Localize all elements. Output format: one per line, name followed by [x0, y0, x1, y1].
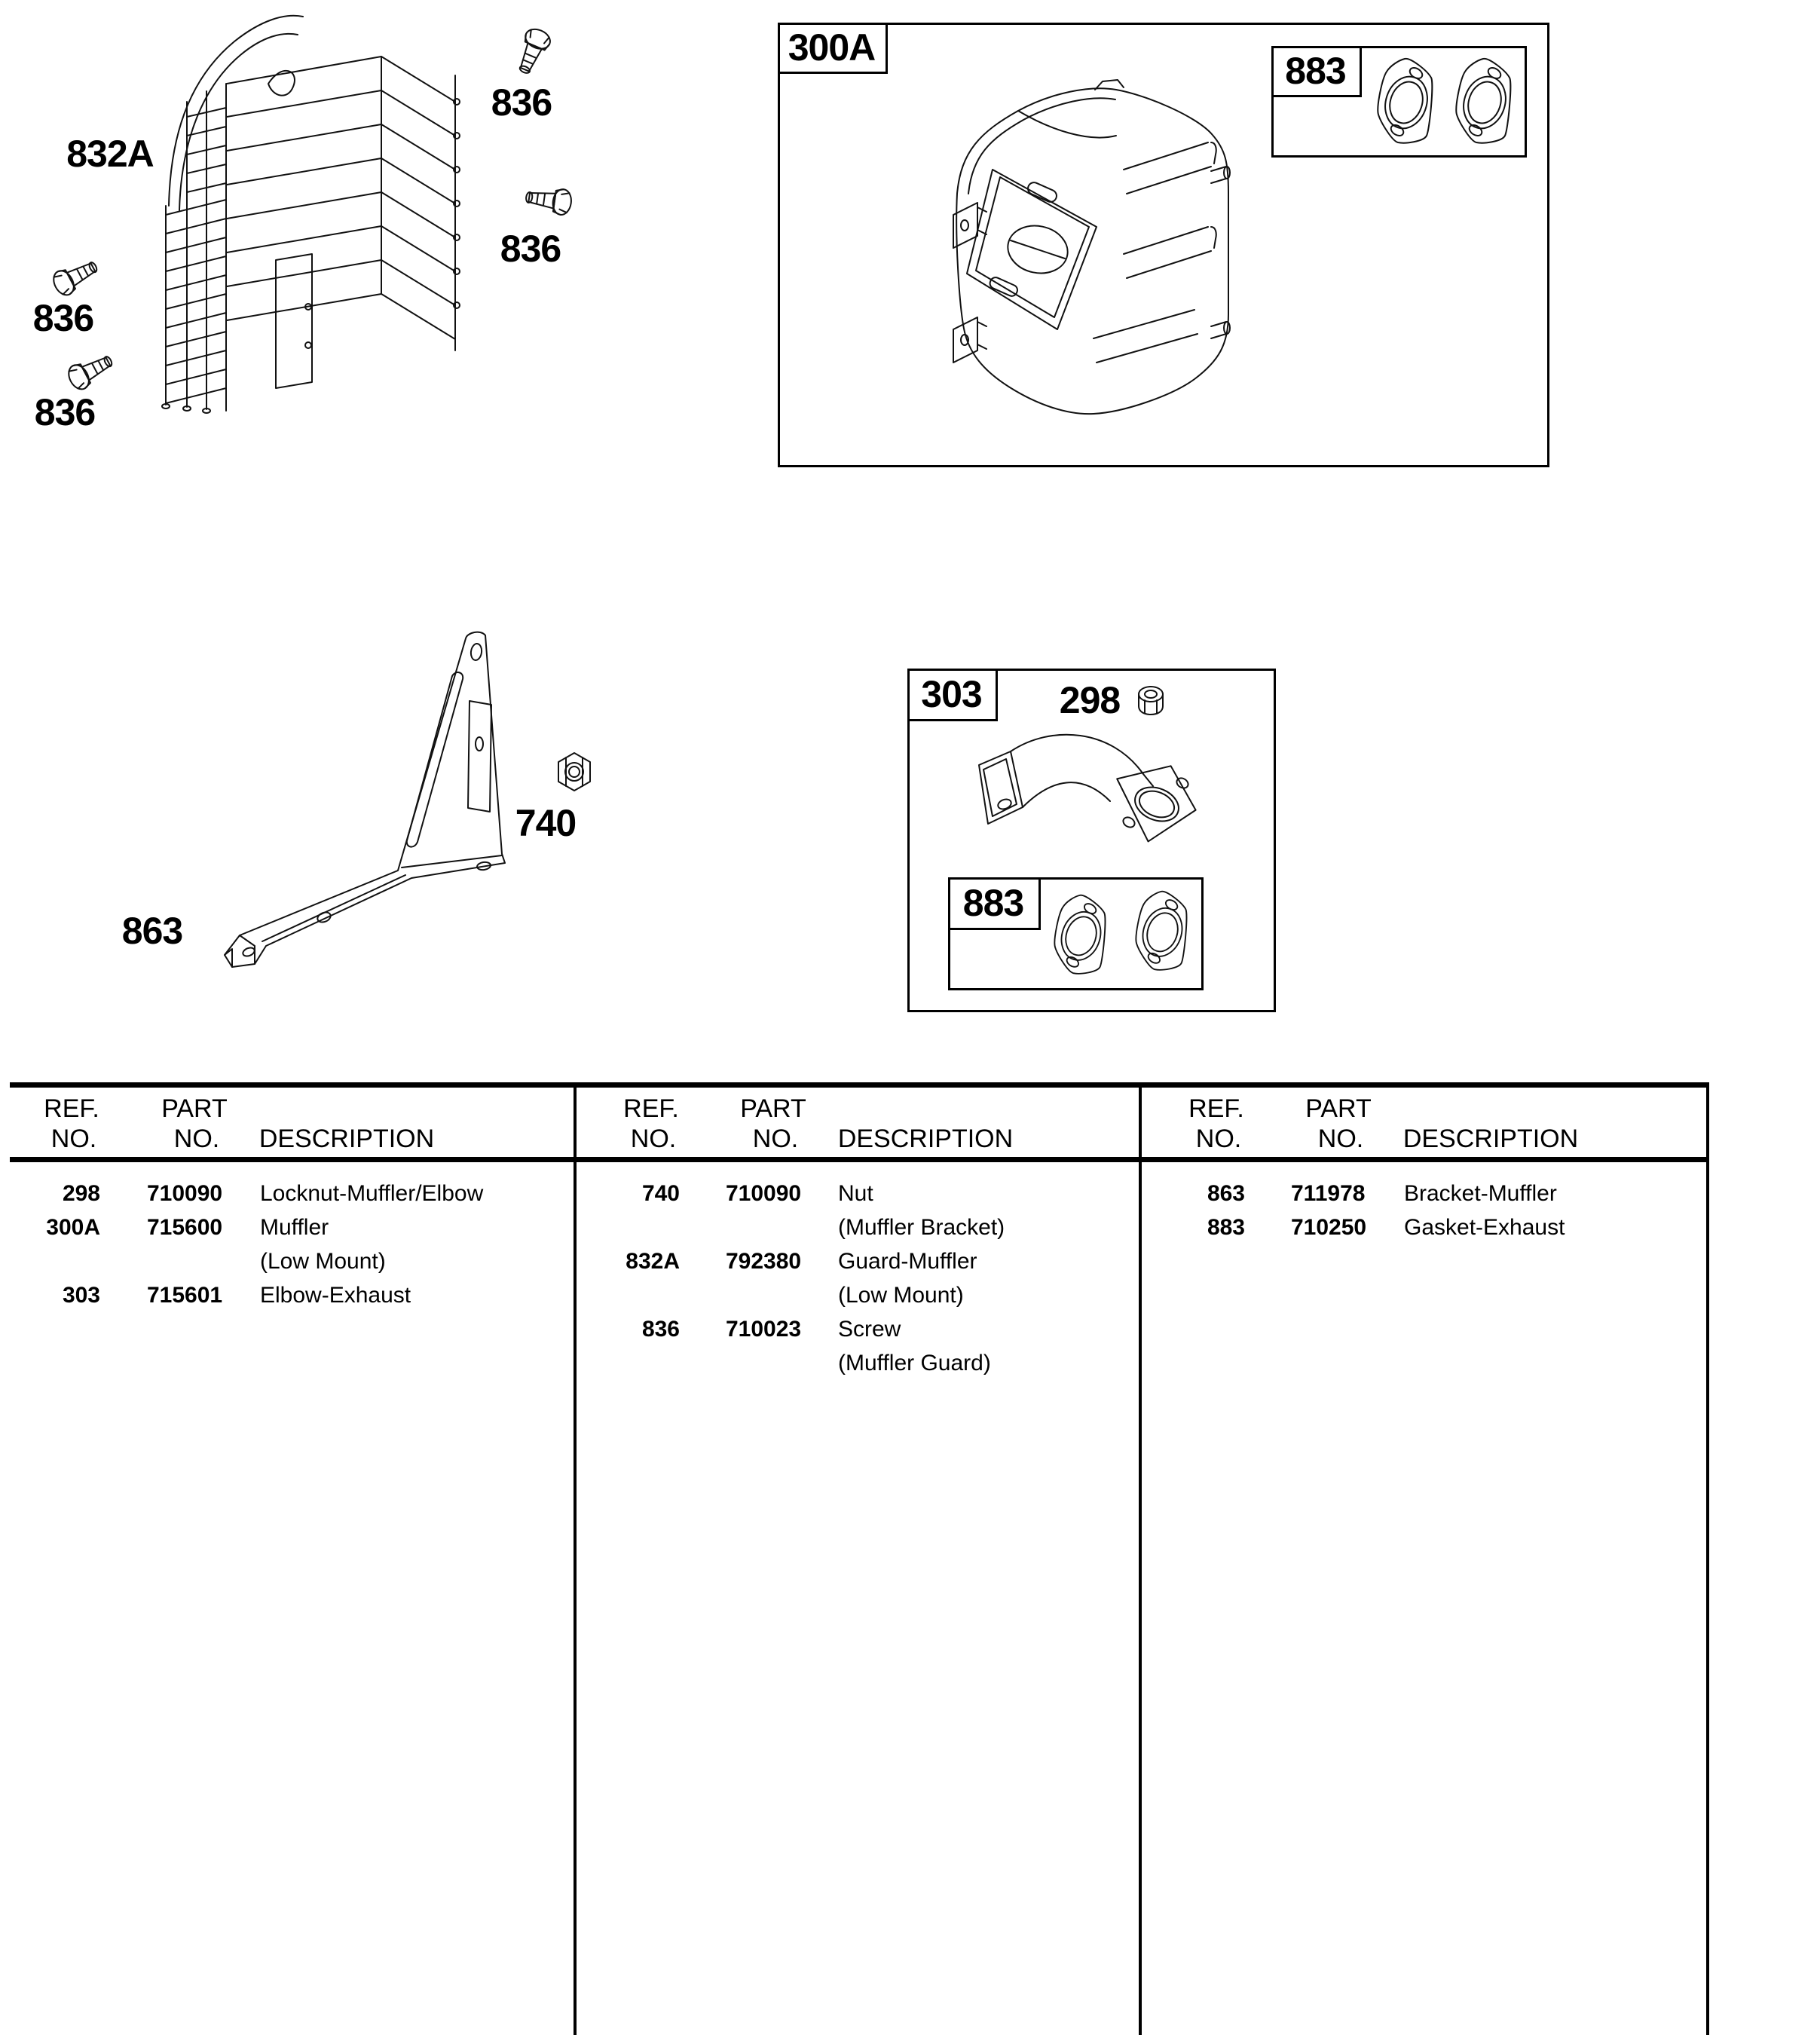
- elbow-nut-ref-label: 298: [1059, 679, 1121, 721]
- screw-ref-label: 836: [34, 391, 96, 433]
- col-header-description: DESCRIPTION: [1402, 1125, 1579, 1153]
- bracket-drawing: [210, 629, 503, 969]
- table-cell-desc: (Low Mount): [838, 1283, 964, 1308]
- nut-icon: [555, 751, 593, 792]
- table-cell-part: 715601: [147, 1283, 223, 1308]
- muffler-guard-wireframe: [163, 11, 464, 411]
- gasket-callout-label-top: 883: [1285, 49, 1346, 92]
- table-cell-ref: 883: [1207, 1215, 1245, 1240]
- table-column-divider: [574, 1082, 577, 2035]
- elbow-callout-tag: [907, 669, 998, 721]
- elbow-drawing: [976, 735, 1198, 852]
- screw-icon: [503, 22, 560, 87]
- muffler-callout-tag: [778, 23, 888, 74]
- gasket-icon: [1053, 894, 1109, 975]
- table-cell-desc: (Muffler Bracket): [838, 1215, 1005, 1240]
- col-header-part: PART: [1305, 1094, 1372, 1123]
- muffler-drawing: [946, 79, 1240, 422]
- table-cell-ref: 740: [641, 1181, 680, 1206]
- col-header-description: DESCRIPTION: [837, 1125, 1014, 1153]
- gasket-icon: [1454, 57, 1515, 145]
- table-cell-desc: Guard-Muffler: [838, 1249, 977, 1274]
- table-cell-part: 710090: [726, 1181, 802, 1206]
- muffler-callout-label: 300A: [788, 26, 876, 69]
- elbow-callout-label: 303: [921, 672, 982, 715]
- table-cell-part: 710090: [147, 1181, 223, 1206]
- table-cell-desc: Gasket-Exhaust: [1404, 1215, 1565, 1240]
- table-cell-ref: 298: [62, 1181, 100, 1206]
- col-header-part-no: NO.: [752, 1125, 799, 1153]
- table-cell-desc: Elbow-Exhaust: [260, 1283, 411, 1308]
- table-top-rule: [10, 1082, 1708, 1088]
- guard-ref-label: 832A: [66, 133, 154, 175]
- gasket-callout-tag-bottom: [948, 877, 1041, 930]
- gasket-callout-tag-top: [1271, 46, 1362, 97]
- table-cell-part: 715600: [147, 1215, 223, 1240]
- screw-ref-label: 836: [491, 81, 552, 124]
- col-header-part-no: NO.: [1317, 1125, 1364, 1153]
- table-cell-ref: 836: [641, 1317, 680, 1342]
- table-cell-ref: 303: [62, 1283, 100, 1308]
- col-header-part: PART: [161, 1094, 228, 1123]
- gasket-icon: [1376, 57, 1436, 145]
- screw-ref-label: 836: [32, 297, 94, 339]
- col-header-description: DESCRIPTION: [258, 1125, 435, 1153]
- table-right-border: [1706, 1082, 1709, 2035]
- table-cell-part: 792380: [726, 1249, 802, 1274]
- table-cell-ref: 863: [1207, 1181, 1245, 1206]
- col-header-ref-no: NO.: [1195, 1125, 1242, 1153]
- table-header-rule: [10, 1157, 1708, 1162]
- col-header-part-no: NO.: [173, 1125, 220, 1153]
- screw-ref-label: 836: [500, 228, 561, 270]
- col-header-ref-no: NO.: [630, 1125, 677, 1153]
- table-cell-desc: (Low Mount): [260, 1249, 386, 1274]
- gasket-callout-label-bottom: 883: [962, 881, 1024, 924]
- table-cell-part: 711978: [1291, 1181, 1366, 1206]
- table-cell-part: 710023: [726, 1317, 802, 1342]
- col-header-part: PART: [740, 1094, 806, 1123]
- table-cell-desc: Bracket-Muffler: [1404, 1181, 1557, 1206]
- table-cell-desc: (Muffler Guard): [838, 1351, 991, 1376]
- table-cell-ref: 832A: [626, 1249, 680, 1274]
- bracket-ref-label: 863: [121, 910, 183, 952]
- col-header-ref: REF.: [44, 1094, 99, 1123]
- locknut-icon: [1136, 684, 1166, 717]
- bracket-nut-ref-label: 740: [515, 802, 577, 844]
- screw-icon: [516, 176, 576, 223]
- gasket-icon: [1134, 890, 1191, 972]
- col-header-ref: REF.: [623, 1094, 679, 1123]
- col-header-ref-no: NO.: [50, 1125, 97, 1153]
- table-cell-desc: Nut: [838, 1181, 873, 1206]
- table-cell-desc: Screw: [838, 1317, 901, 1342]
- table-cell-part: 710250: [1291, 1215, 1367, 1240]
- table-cell-ref: 300A: [46, 1215, 100, 1240]
- table-cell-desc: Muffler: [260, 1215, 329, 1240]
- col-header-ref: REF.: [1188, 1094, 1244, 1123]
- table-cell-desc: Locknut-Muffler/Elbow: [260, 1181, 484, 1206]
